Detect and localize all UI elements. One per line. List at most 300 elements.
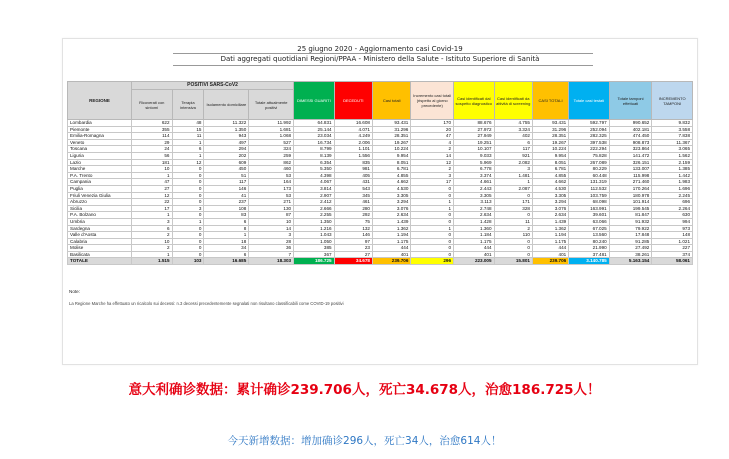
total-cell: 58.061 <box>652 258 693 265</box>
data-cell: 3.305 <box>454 192 495 199</box>
header-incremento-tamponi: INCREMENTO TAMPONI <box>652 82 693 120</box>
data-cell: 1.983 <box>652 179 693 186</box>
data-cell: 1 <box>172 139 204 146</box>
data-cell: 34 <box>204 245 249 252</box>
total-label-cell: TOTALE <box>68 258 132 265</box>
data-cell: 2.245 <box>652 192 693 199</box>
data-cell: 2 <box>411 166 454 173</box>
report-sheet <box>62 38 698 365</box>
region-name-cell: Lazio <box>68 159 132 166</box>
data-cell: 2 <box>494 225 532 232</box>
data-cell: 1 <box>411 205 454 212</box>
data-cell: 27 <box>131 185 172 192</box>
table-row <box>68 245 693 252</box>
data-cell: 93.431 <box>372 120 410 127</box>
data-cell: 68.098 <box>569 199 610 206</box>
data-cell: 0 <box>494 245 532 252</box>
header-dimessi: DIMESSI GUARITI <box>294 82 335 120</box>
region-name-cell: P.A. Bolzano <box>68 212 132 219</box>
regional-data-table <box>67 81 693 265</box>
data-cell: 4.530 <box>372 185 410 192</box>
data-cell: 202 <box>204 152 249 159</box>
data-cell: 25.144 <box>294 126 335 133</box>
data-cell: 0 <box>494 192 532 199</box>
report-title: 25 giugno 2020 - Aggiornamento casi Covid-19 <box>297 45 463 53</box>
data-cell: 4 <box>411 139 454 146</box>
data-cell: 28.351 <box>372 133 410 140</box>
data-cell: 271.460 <box>609 179 652 186</box>
data-cell: 93.431 <box>532 120 568 127</box>
data-cell: 17 <box>131 205 172 212</box>
table-row <box>68 179 693 186</box>
data-cell: 7.838 <box>652 133 693 140</box>
data-cell: 1.068 <box>249 133 294 140</box>
data-cell: 64.831 <box>294 120 335 127</box>
data-cell: 9.954 <box>532 152 568 159</box>
data-cell: 460 <box>249 166 294 173</box>
data-cell: 280 <box>334 205 372 212</box>
data-cell: 252.094 <box>569 126 610 133</box>
data-cell: 1.216 <box>294 225 335 232</box>
data-cell: 31.296 <box>532 126 568 133</box>
data-cell: 2.666 <box>294 205 335 212</box>
data-cell: 8.799 <box>294 146 335 153</box>
region-name-cell: Toscana <box>68 146 132 153</box>
data-cell: 2.907 <box>294 192 335 199</box>
data-cell: 2.087 <box>494 185 532 192</box>
data-cell: 4.855 <box>372 172 410 179</box>
region-name-cell: Piemonte <box>68 126 132 133</box>
data-cell: 9.832 <box>652 120 693 127</box>
data-cell: 75 <box>334 218 372 225</box>
data-cell: 2.748 <box>454 205 495 212</box>
header-ricoverati: Ricoverati con sintomi <box>131 90 172 120</box>
data-cell: 3.814 <box>294 185 335 192</box>
data-cell: 14 <box>411 152 454 159</box>
data-cell: 294 <box>204 146 249 153</box>
data-cell: 401 <box>454 251 495 258</box>
data-cell: 12 <box>411 159 454 166</box>
data-cell: 3 <box>411 172 454 179</box>
data-cell: 21.990 <box>569 245 610 252</box>
table-row <box>68 212 693 219</box>
data-cell: 108 <box>204 205 249 212</box>
data-cell: 1.350 <box>204 126 249 133</box>
data-cell: 1.362 <box>532 225 568 232</box>
data-cell: 3.076 <box>532 205 568 212</box>
data-cell: 199.545 <box>609 205 652 212</box>
data-cell: 19.267 <box>532 139 568 146</box>
data-cell: 10.224 <box>372 146 410 153</box>
data-cell: 1.439 <box>372 218 410 225</box>
data-cell: 405 <box>334 172 372 179</box>
data-cell: 4.662 <box>532 179 568 186</box>
data-cell: 36 <box>249 245 294 252</box>
data-cell: 181 <box>131 159 172 166</box>
region-name-cell: Calabria <box>68 238 132 245</box>
data-cell: 41 <box>204 192 249 199</box>
data-cell: 51 <box>204 172 249 179</box>
data-cell: 1 <box>131 251 172 258</box>
total-cell: 296 <box>411 258 454 265</box>
data-cell: 1.175 <box>532 238 568 245</box>
data-cell: 1.362 <box>372 225 410 232</box>
data-cell: 112.532 <box>569 185 610 192</box>
data-cell: 2.412 <box>294 199 335 206</box>
data-cell: 16.608 <box>334 120 372 127</box>
title-divider <box>173 53 593 54</box>
data-cell: 1.175 <box>372 238 410 245</box>
data-cell: 48 <box>172 120 204 127</box>
data-cell: 401 <box>372 251 410 258</box>
data-cell: 450 <box>204 166 249 173</box>
data-cell: 171 <box>494 199 532 206</box>
header-deceduti: DECEDUTI <box>334 82 372 120</box>
data-cell: 259 <box>249 152 294 159</box>
table-row <box>68 251 693 258</box>
data-cell: 367 <box>294 251 335 258</box>
data-cell: 2.006 <box>334 139 372 146</box>
header-totale-positivi: Totale attualmente positivi <box>249 90 294 120</box>
data-cell: 27 <box>334 251 372 258</box>
data-cell: 5.350 <box>294 166 335 173</box>
data-cell: 173 <box>249 185 294 192</box>
total-cell: 5.163.154 <box>609 258 652 265</box>
table-row <box>68 232 693 239</box>
data-cell: 1.101 <box>334 146 372 153</box>
headline-caption: 意大利确诊数据：累计确诊239.706人，死亡34.678人，治愈186.725人！ <box>128 382 601 398</box>
data-cell: 19.267 <box>372 139 410 146</box>
data-cell: 3.305 <box>532 192 568 199</box>
region-name-cell: Sardegna <box>68 225 132 232</box>
data-cell: 10 <box>131 166 172 173</box>
data-cell: 973 <box>652 225 693 232</box>
data-cell: 16.734 <box>294 139 335 146</box>
data-cell: 4.530 <box>532 185 568 192</box>
data-cell: 326.151 <box>609 159 652 166</box>
data-cell: 47 <box>131 179 172 186</box>
data-cell: 1 <box>172 152 204 159</box>
data-cell: 12 <box>131 192 172 199</box>
data-cell: 1.175 <box>454 238 495 245</box>
data-cell: 17 <box>411 179 454 186</box>
data-cell: 1.681 <box>249 126 294 133</box>
region-name-cell: Friuli Venezia Giulia <box>68 192 132 199</box>
data-cell: 1 <box>411 225 454 232</box>
data-cell: 20 <box>411 126 454 133</box>
data-cell: 0 <box>494 238 532 245</box>
data-cell: 60.448 <box>569 172 610 179</box>
table-row <box>68 199 693 206</box>
data-cell: 133.007 <box>609 166 652 173</box>
data-cell: 1.428 <box>454 218 495 225</box>
data-cell: 83 <box>204 212 249 219</box>
total-cell: 34.678 <box>334 258 372 265</box>
data-cell: 103.759 <box>569 192 610 199</box>
data-cell: 990.652 <box>609 120 652 127</box>
data-cell: 1.562 <box>652 152 693 159</box>
data-cell: 622 <box>131 120 172 127</box>
data-cell: 401 <box>532 251 568 258</box>
data-cell: 28.351 <box>532 133 568 140</box>
header-positivi-group: POSITIVI SARS-CoV2 <box>131 82 293 90</box>
data-cell: 630 <box>652 212 693 219</box>
data-cell: 0 <box>411 192 454 199</box>
region-name-cell: Molise <box>68 245 132 252</box>
data-cell: 3.305 <box>372 192 410 199</box>
data-cell: 87 <box>249 212 294 219</box>
data-cell: 75.828 <box>569 152 610 159</box>
data-cell: 37.481 <box>569 251 610 258</box>
data-cell: 10.224 <box>532 146 568 153</box>
subtitle-divider <box>173 65 593 66</box>
data-cell: 24 <box>131 146 172 153</box>
data-cell: 80.240 <box>569 238 610 245</box>
data-cell: 345 <box>334 192 372 199</box>
total-cell: 15.801 <box>494 258 532 265</box>
data-cell: 22 <box>131 199 172 206</box>
data-cell: 2.264 <box>652 205 693 212</box>
data-cell: 2.159 <box>652 159 693 166</box>
header-isolamento: Isolamento domiciliare <box>204 90 249 120</box>
data-cell: 13.560 <box>569 232 610 239</box>
data-cell: 1.194 <box>372 232 410 239</box>
data-cell: 461 <box>334 199 372 206</box>
table-row <box>68 120 693 127</box>
data-cell: 385 <box>294 245 335 252</box>
data-cell: 81.847 <box>609 212 652 219</box>
data-cell: 117 <box>494 146 532 153</box>
data-cell: 110 <box>494 232 532 239</box>
data-cell: 97 <box>334 238 372 245</box>
header-tamponi: Totale tamponi effettuati <box>609 82 652 120</box>
total-cell: 1.515 <box>131 258 172 265</box>
region-name-cell: Sicilia <box>68 205 132 212</box>
data-cell: 237 <box>204 199 249 206</box>
data-cell: 0 <box>411 251 454 258</box>
data-cell: 1.021 <box>652 238 693 245</box>
data-cell: 4.249 <box>334 133 372 140</box>
data-cell: 0 <box>411 212 454 219</box>
data-cell: 4.071 <box>334 126 372 133</box>
data-cell: 1.184 <box>454 232 495 239</box>
data-cell: 6 <box>172 146 204 153</box>
table-row <box>68 166 693 173</box>
data-cell: 0 <box>172 166 204 173</box>
data-cell: 0 <box>172 232 204 239</box>
data-cell: 6.781 <box>532 166 568 173</box>
note-text: La Regione Marche ha effettuato un ricalcolo sui decessi: n.3 decessi precedentemente segnalati non risultano classificabili come COVID-19 positivi <box>69 301 344 306</box>
data-cell: 38.261 <box>609 251 652 258</box>
data-cell: 328 <box>494 205 532 212</box>
data-cell: 2 <box>131 245 172 252</box>
data-cell: 11 <box>172 133 204 140</box>
data-cell: 0 <box>172 192 204 199</box>
data-cell: 2.634 <box>372 212 410 219</box>
data-cell: 355 <box>131 126 172 133</box>
data-cell: 0 <box>411 232 454 239</box>
data-cell: 39.601 <box>569 212 610 219</box>
data-cell: 3 <box>131 218 172 225</box>
region-name-cell: Liguria <box>68 152 132 159</box>
total-cell: 239.706 <box>532 258 568 265</box>
daily-increase-caption: 今天新增数据：增加确诊296人，死亡34人，治愈614人！ <box>227 435 502 447</box>
data-cell: 3 <box>494 166 532 173</box>
data-cell: 1.481 <box>494 172 532 179</box>
data-cell: 146 <box>334 232 372 239</box>
data-cell: 3.324 <box>494 126 532 133</box>
data-cell: 17.848 <box>609 232 652 239</box>
data-cell: 267.089 <box>569 159 610 166</box>
table-row <box>68 238 693 245</box>
data-cell: 0 <box>172 179 204 186</box>
header-incremento: Incremento casi totali (rispetto al giorno precedente) <box>411 82 454 120</box>
table-row <box>68 152 693 159</box>
data-cell: 0 <box>411 238 454 245</box>
data-cell: 3.113 <box>454 199 495 206</box>
region-name-cell: Puglia <box>68 185 132 192</box>
data-cell: 10.107 <box>454 146 495 153</box>
data-cell: 10 <box>131 238 172 245</box>
data-cell: 11.992 <box>249 120 294 127</box>
data-cell: 1.556 <box>334 152 372 159</box>
region-name-cell: P.A. Trento <box>68 172 132 179</box>
data-cell: 2.082 <box>494 159 532 166</box>
data-cell: 28 <box>249 238 294 245</box>
report-subtitle: Dati aggregati quotidiani Regioni/PPAA - Ministero della Salute - Istituto Superiore di Sanità <box>220 55 540 63</box>
data-cell: 141.472 <box>609 152 652 159</box>
data-cell: 180.978 <box>609 192 652 199</box>
data-cell: 835 <box>334 159 372 166</box>
data-cell: 2.443 <box>454 185 495 192</box>
data-cell: 53 <box>249 172 294 179</box>
data-cell: 497 <box>204 139 249 146</box>
total-cell: 239.706 <box>372 258 410 265</box>
data-cell: 1.194 <box>532 232 568 239</box>
region-name-cell: Umbria <box>68 218 132 225</box>
data-cell: 79.922 <box>609 225 652 232</box>
data-cell: 862 <box>249 159 294 166</box>
table-row <box>68 218 693 225</box>
data-cell: 8 <box>204 225 249 232</box>
data-cell: 402 <box>494 133 532 140</box>
table-row <box>68 185 693 192</box>
data-cell: 6.354 <box>294 159 335 166</box>
data-cell: 3.558 <box>652 126 693 133</box>
table-row <box>68 225 693 232</box>
region-name-cell: Emilia-Romagna <box>68 133 132 140</box>
data-cell: 8.139 <box>294 152 335 159</box>
data-cell: 0 <box>494 212 532 219</box>
data-cell: 0 <box>411 245 454 252</box>
total-cell: 3.140.785 <box>569 258 610 265</box>
data-cell: 56 <box>131 152 172 159</box>
data-cell: 0 <box>172 225 204 232</box>
data-cell: 163.991 <box>569 205 610 212</box>
data-cell: 88.676 <box>454 120 495 127</box>
data-cell: 11.367 <box>652 139 693 146</box>
data-cell: 117 <box>204 179 249 186</box>
data-cell: 1 <box>131 172 172 179</box>
total-cell: 186.725 <box>294 258 335 265</box>
data-cell: 8.051 <box>372 159 410 166</box>
data-cell: 0 <box>172 251 204 258</box>
data-cell: 114 <box>131 133 172 140</box>
total-cell: 16.685 <box>204 258 249 265</box>
data-cell: 15 <box>172 126 204 133</box>
data-cell: 0 <box>172 212 204 219</box>
data-cell: 1.350 <box>294 218 335 225</box>
data-cell: 222.294 <box>569 146 610 153</box>
header-terapia: Terapia intensiva <box>172 90 204 120</box>
data-cell: 3.065 <box>652 146 693 153</box>
data-cell: 323.864 <box>609 146 652 153</box>
data-cell: 271 <box>249 199 294 206</box>
total-cell: 223.005 <box>454 258 495 265</box>
data-cell: 29 <box>131 139 172 146</box>
table-row <box>68 192 693 199</box>
total-cell: 18.303 <box>249 258 294 265</box>
data-cell: 0 <box>172 245 204 252</box>
table-row <box>68 126 693 133</box>
data-cell: 592.797 <box>569 120 610 127</box>
data-cell: 23 <box>334 245 372 252</box>
data-cell: 609 <box>204 159 249 166</box>
table-row <box>68 159 693 166</box>
data-cell: 6.781 <box>372 166 410 173</box>
region-name-cell: Abruzzo <box>68 199 132 206</box>
table-row <box>68 139 693 146</box>
table-row <box>68 172 693 179</box>
data-cell: 444 <box>532 245 568 252</box>
data-cell: 1.385 <box>652 166 693 173</box>
data-cell: 1 <box>411 199 454 206</box>
data-cell: 27.949 <box>454 133 495 140</box>
data-cell: 0 <box>172 185 204 192</box>
data-cell: 146 <box>204 185 249 192</box>
total-row <box>68 258 693 265</box>
data-cell: 170.264 <box>609 185 652 192</box>
data-cell: 14 <box>249 225 294 232</box>
data-cell: 1.696 <box>652 185 693 192</box>
data-cell: 921 <box>494 152 532 159</box>
data-cell: 80.229 <box>569 166 610 173</box>
data-cell: 3 <box>172 205 204 212</box>
data-cell: 908.873 <box>609 139 652 146</box>
header-sospetto: Casi identificati dal sospetto diagnostico <box>454 82 495 120</box>
data-cell: 543 <box>334 185 372 192</box>
data-cell: 2.255 <box>294 212 335 219</box>
note-title: Note: <box>69 289 80 294</box>
data-cell: 164 <box>249 179 294 186</box>
region-name-cell: Basilicata <box>68 251 132 258</box>
data-cell: 1.442 <box>652 172 693 179</box>
data-cell: 9.033 <box>454 152 495 159</box>
data-cell: 324 <box>249 146 294 153</box>
data-cell: 4.398 <box>294 172 335 179</box>
data-cell: 943 <box>204 133 249 140</box>
data-cell: 63.066 <box>569 218 610 225</box>
data-cell: 12 <box>172 159 204 166</box>
data-cell: 444 <box>372 245 410 252</box>
data-cell: 4.067 <box>294 179 335 186</box>
data-cell: 1 <box>204 232 249 239</box>
total-cell: 103 <box>172 258 204 265</box>
data-cell: 132 <box>334 225 372 232</box>
data-cell: 7 <box>249 251 294 258</box>
header-regione: REGIONE <box>68 82 132 120</box>
data-cell: 0 <box>172 199 204 206</box>
